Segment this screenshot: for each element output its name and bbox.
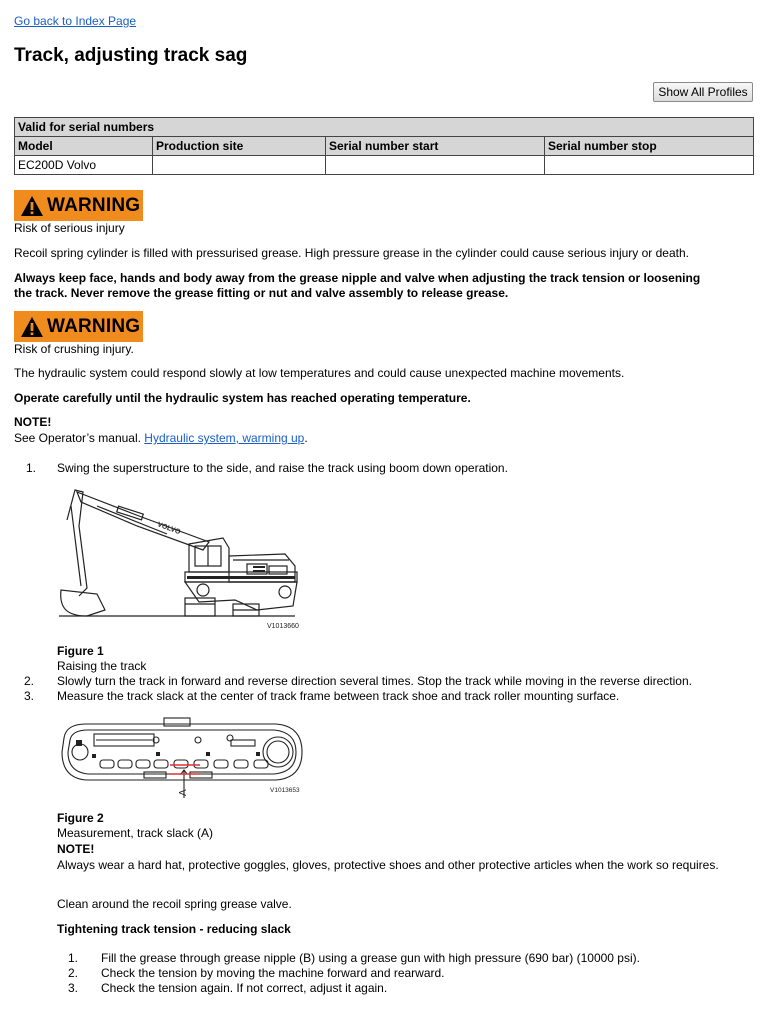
column-header-serial-start: Serial number start [326,137,545,156]
step-text: Fill the grease through grease nipple (B) using a grease gun with high pressure (690 bar) (10000 psi). [101,951,640,965]
warning-instruction: Operate carefully until the hydraulic system has reached operating temperature. [14,391,471,405]
slack-marker-a: A [178,789,189,796]
table-caption: Valid for serial numbers [15,118,754,137]
column-header-model: Model [15,137,153,156]
step-text: Check the tension again. If not correct, adjust it again. [101,981,388,995]
serial-numbers-table [14,117,754,175]
step-text: Measure the track slack at the center of track frame between track shoe and track roller mounting surface. [57,689,620,703]
page-title: Track, adjusting track sag [14,45,248,66]
warning-label: WARNING [47,195,141,216]
warning-label: WARNING [47,316,141,337]
table-cell-serial-start [326,156,545,175]
warning-heading: Risk of crushing injury. [14,342,134,356]
note-text [14,431,308,446]
excavator-illustration [57,486,307,632]
warning-instruction-line-2: the track. Never remove the grease fitting or nut and valve assembly to release grease. [14,286,509,300]
step-number: 2. [23,674,34,688]
column-header-production-site: Production site [153,137,326,156]
figure-title: Figure 1 [57,644,104,658]
track-frame-illustration [56,712,306,802]
warning-badge [14,190,143,221]
step-number: 1. [67,951,78,965]
warning-badge [14,311,143,342]
note-text: Always wear a hard hat, protective goggles, gloves, protective shoes and other protective articles when the work so requires. [57,858,719,872]
step-number: 3. [67,981,78,995]
figure-caption: Raising the track [57,659,147,673]
hydraulic-warming-up-link[interactable]: Hydraulic system, warming up [144,431,305,445]
warning-triangle-icon [20,195,44,217]
warning-text: The hydraulic system could respond slowly at low temperatures and could cause unexpected machine movements. [14,366,625,380]
step-number: 2. [67,966,78,980]
table-cell-model: EC200D Volvo [15,156,153,175]
warning-text: Recoil spring cylinder is filled with pressurised grease. High pressure grease in the cylinder could cause serious injury or death. [14,246,689,260]
table-cell-production-site [153,156,326,175]
step-number: 3. [23,689,34,703]
clean-instruction: Clean around the recoil spring grease valve. [57,897,292,911]
table-row [15,156,754,175]
figure-code: V1013653 [270,787,300,794]
step-text: Swing the superstructure to the side, and raise the track using boom down operation. [57,461,508,475]
warning-triangle-icon [20,316,44,338]
table-cell-serial-stop [545,156,754,175]
note-title: NOTE! [14,415,52,429]
figure-title: Figure 2 [57,811,104,825]
note-prefix: See Operator’s manual. [14,431,145,445]
volvo-brand-text: VOLVO [156,521,182,537]
section-heading: Tightening track tension - reducing slack [57,922,291,936]
figure-caption: Measurement, track slack (A) [57,826,214,840]
figure-code: V1013660 [267,623,299,630]
step-text: Check the tension by moving the machine forward and rearward. [101,966,445,980]
back-to-index-link[interactable]: Go back to Index Page [14,14,137,28]
note-suffix: . [304,431,308,445]
warning-instruction-line-1: Always keep face, hands and body away from the grease nipple and valve when adjusting the track tension or loosening [14,271,701,285]
note-title: NOTE! [57,842,95,856]
column-header-serial-stop: Serial number stop [545,137,754,156]
step-text: Slowly turn the track in forward and reverse direction several times. Stop the track while moving in the reverse direction. [57,674,692,688]
step-number: 1. [25,461,36,475]
warning-heading: Risk of serious injury [14,221,125,235]
show-all-profiles-button[interactable]: Show All Profiles [653,82,753,102]
